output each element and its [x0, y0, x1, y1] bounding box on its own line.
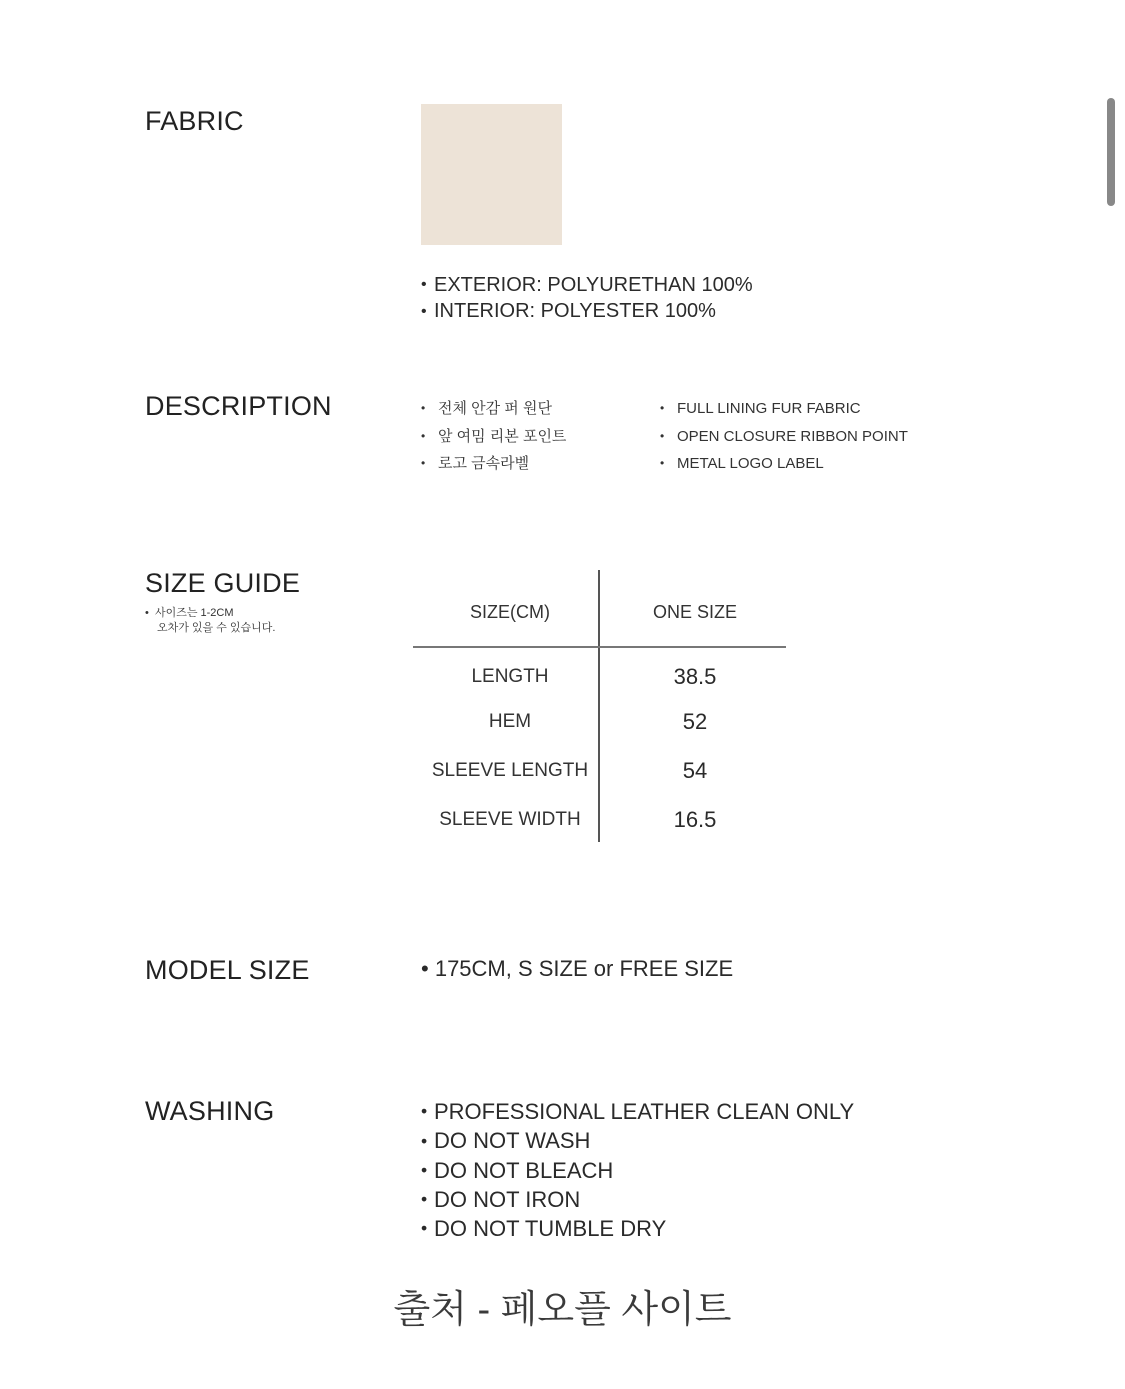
model-size-text [421, 956, 733, 982]
size-row-label: HEM [488, 711, 532, 732]
washing-item: • PROFESSIONAL LEATHER CLEAN ONLY [421, 1097, 854, 1126]
size-row-label: SLEEVE WIDTH [439, 809, 581, 830]
scrollbar[interactable] [1107, 98, 1115, 206]
description-list-ko [421, 395, 566, 478]
size-row-value: 52 [682, 709, 708, 734]
description-item-ko: • 전체 안감 퍼 원단 [421, 395, 566, 423]
description-item-ko: • 앞 여밈 리본 포인트 [421, 423, 566, 451]
washing-item: • DO NOT IRON [421, 1185, 854, 1214]
description-list-en [660, 395, 908, 478]
fabric-list [421, 272, 753, 325]
source-caption: 출처 - 페오플 사이트 [393, 1289, 732, 1331]
washing-title: WASHING [145, 1096, 275, 1126]
fabric-item-interior: • INTERIOR: POLYESTER 100% [421, 298, 753, 324]
fabric-title: FABRIC [145, 106, 244, 136]
size-note-bullet: • [145, 607, 155, 619]
size-row-label: SLEEVE LENGTH [431, 760, 589, 781]
model-size-title: MODEL SIZE [145, 955, 310, 985]
size-table-header-value: ONE SIZE [652, 602, 738, 622]
size-table-divider-horizontal [413, 646, 786, 648]
description-item-en: • OPEN CLOSURE RIBBON POINT [660, 423, 908, 451]
washing-item: • DO NOT WASH [421, 1126, 854, 1155]
fabric-swatch [421, 104, 562, 245]
description-item-ko: • 로고 금속라벨 [421, 450, 566, 478]
model-size-bullet: • [421, 956, 435, 981]
size-row-value: 16.5 [673, 807, 717, 832]
washing-item: • DO NOT TUMBLE DRY [421, 1214, 854, 1243]
model-size-value: 175CM, S SIZE or FREE SIZE [434, 956, 734, 981]
description-title: DESCRIPTION [145, 391, 332, 421]
size-table-header-label: SIZE(CM) [470, 602, 550, 622]
size-row-value: 54 [682, 758, 708, 783]
washing-list [421, 1097, 854, 1243]
size-row-value: 38.5 [673, 664, 717, 689]
size-table-divider-vertical [598, 570, 600, 842]
size-note-line1: 사이즈는 1-2CM [154, 607, 234, 619]
description-item-en: • FULL LINING FUR FABRIC [660, 395, 908, 423]
description-item-en: • METAL LOGO LABEL [660, 450, 908, 478]
size-note [145, 606, 275, 636]
fabric-item-exterior: • EXTERIOR: POLYURETHAN 100% [421, 272, 753, 298]
size-guide-title: SIZE GUIDE [145, 568, 301, 598]
washing-item: • DO NOT BLEACH [421, 1156, 854, 1185]
size-row-label: LENGTH [471, 666, 549, 687]
size-note-line2: 오차가 있을 수 있습니다. [157, 622, 276, 634]
